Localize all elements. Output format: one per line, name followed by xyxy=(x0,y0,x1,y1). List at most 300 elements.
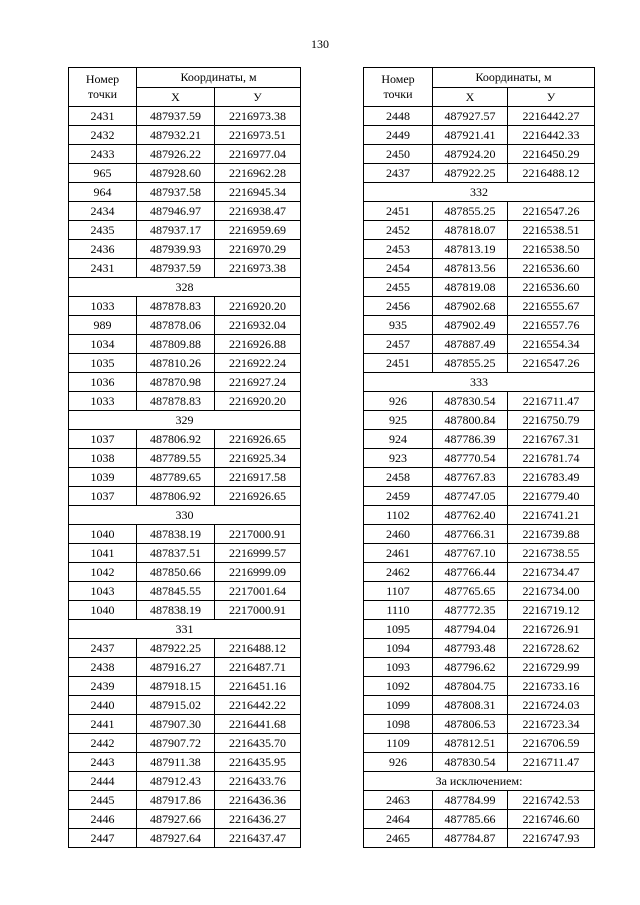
point-number-cell: 1093 xyxy=(364,658,433,677)
x-coordinate-cell: 487937.58 xyxy=(137,183,215,202)
point-number-cell: 1038 xyxy=(69,449,137,468)
point-number-cell: 1043 xyxy=(69,582,137,601)
header-y: У xyxy=(508,88,595,107)
x-coordinate-cell: 487810.26 xyxy=(137,354,215,373)
y-coordinate-cell: 2216767.31 xyxy=(508,430,595,449)
x-coordinate-cell: 487806.53 xyxy=(433,715,508,734)
y-coordinate-cell: 2216917.58 xyxy=(215,468,301,487)
point-number-cell: 2446 xyxy=(69,810,137,829)
point-number-cell: 2449 xyxy=(364,126,433,145)
y-coordinate-cell: 2216973.38 xyxy=(215,259,301,278)
table-row xyxy=(69,639,301,658)
point-number-cell: 1094 xyxy=(364,639,433,658)
point-number-cell: 924 xyxy=(364,430,433,449)
table-row xyxy=(364,639,595,658)
table-row xyxy=(364,335,595,354)
y-coordinate-cell: 2216711.47 xyxy=(508,392,595,411)
y-coordinate-cell: 2216747.93 xyxy=(508,829,595,848)
table-row xyxy=(364,506,595,525)
x-coordinate-cell: 487878.83 xyxy=(137,297,215,316)
table-row xyxy=(69,544,301,563)
y-coordinate-cell: 2216555.67 xyxy=(508,297,595,316)
section-row xyxy=(69,620,301,639)
x-coordinate-cell: 487915.02 xyxy=(137,696,215,715)
y-coordinate-cell: 2216441.68 xyxy=(215,715,301,734)
point-number-cell: 2456 xyxy=(364,297,433,316)
table-row xyxy=(69,658,301,677)
y-coordinate-cell: 2216723.34 xyxy=(508,715,595,734)
y-coordinate-cell: 2216938.47 xyxy=(215,202,301,221)
y-coordinate-cell: 2217000.91 xyxy=(215,525,301,544)
x-coordinate-cell: 487747.05 xyxy=(433,487,508,506)
point-number-cell: 1098 xyxy=(364,715,433,734)
header-point-number xyxy=(364,68,433,107)
point-number-cell: 1035 xyxy=(69,354,137,373)
x-coordinate-cell: 487922.25 xyxy=(137,639,215,658)
y-coordinate-cell: 2216973.38 xyxy=(215,107,301,126)
table-row xyxy=(69,449,301,468)
point-number-cell: 2438 xyxy=(69,658,137,677)
table-body-right xyxy=(364,107,595,848)
table-row xyxy=(69,202,301,221)
table-row xyxy=(69,563,301,582)
point-number-cell: 935 xyxy=(364,316,433,335)
table-row xyxy=(364,715,595,734)
table-row xyxy=(364,582,595,601)
x-coordinate-cell: 487855.25 xyxy=(433,202,508,221)
table-row xyxy=(364,221,595,240)
y-coordinate-cell: 2216435.70 xyxy=(215,734,301,753)
y-coordinate-cell: 2216442.27 xyxy=(508,107,595,126)
x-coordinate-cell: 487902.68 xyxy=(433,297,508,316)
table-row xyxy=(69,582,301,601)
x-coordinate-cell: 487793.48 xyxy=(433,639,508,658)
point-number-cell: 1039 xyxy=(69,468,137,487)
table-row xyxy=(364,658,595,677)
y-coordinate-cell: 2216926.65 xyxy=(215,430,301,449)
x-coordinate-cell: 487946.97 xyxy=(137,202,215,221)
header-point-label: Номер точки xyxy=(381,72,415,101)
point-number-cell: 925 xyxy=(364,411,433,430)
point-number-cell: 1033 xyxy=(69,297,137,316)
x-coordinate-cell: 487916.27 xyxy=(137,658,215,677)
x-coordinate-cell: 487878.83 xyxy=(137,392,215,411)
table-row xyxy=(69,772,301,791)
x-coordinate-cell: 487937.17 xyxy=(137,221,215,240)
point-number-cell: 2439 xyxy=(69,677,137,696)
table-row xyxy=(69,335,301,354)
x-coordinate-cell: 487800.84 xyxy=(433,411,508,430)
y-coordinate-cell: 2216538.50 xyxy=(508,240,595,259)
point-number-cell: 2448 xyxy=(364,107,433,126)
y-coordinate-cell: 2216999.09 xyxy=(215,563,301,582)
table-row xyxy=(69,145,301,164)
x-coordinate-cell: 487924.20 xyxy=(433,145,508,164)
y-coordinate-cell: 2216433.76 xyxy=(215,772,301,791)
point-number-cell: 1034 xyxy=(69,335,137,354)
x-coordinate-cell: 487813.19 xyxy=(433,240,508,259)
table-row xyxy=(69,183,301,202)
point-number-cell: 1040 xyxy=(69,525,137,544)
y-coordinate-cell: 2216734.00 xyxy=(508,582,595,601)
y-coordinate-cell: 2216922.24 xyxy=(215,354,301,373)
table-row xyxy=(69,487,301,506)
x-coordinate-cell: 487786.39 xyxy=(433,430,508,449)
point-number-cell: 1095 xyxy=(364,620,433,639)
table-row xyxy=(364,525,595,544)
point-number-cell: 2445 xyxy=(69,791,137,810)
y-coordinate-cell: 2216536.60 xyxy=(508,278,595,297)
point-number-cell: 2436 xyxy=(69,240,137,259)
x-coordinate-cell: 487762.40 xyxy=(433,506,508,525)
point-number-cell: 1042 xyxy=(69,563,137,582)
point-number-cell: 926 xyxy=(364,392,433,411)
x-coordinate-cell: 487766.31 xyxy=(433,525,508,544)
y-coordinate-cell: 2216487.71 xyxy=(215,658,301,677)
point-number-cell: 1099 xyxy=(364,696,433,715)
y-coordinate-cell: 2217000.91 xyxy=(215,601,301,620)
table-row xyxy=(364,316,595,335)
x-coordinate-cell: 487870.98 xyxy=(137,373,215,392)
y-coordinate-cell: 2216925.34 xyxy=(215,449,301,468)
x-coordinate-cell: 487789.65 xyxy=(137,468,215,487)
x-coordinate-cell: 487850.66 xyxy=(137,563,215,582)
y-coordinate-cell: 2216488.12 xyxy=(215,639,301,658)
x-coordinate-cell: 487812.51 xyxy=(433,734,508,753)
table-row xyxy=(364,544,595,563)
point-number-cell: 2431 xyxy=(69,259,137,278)
x-coordinate-cell: 487789.55 xyxy=(137,449,215,468)
y-coordinate-cell: 2216781.74 xyxy=(508,449,595,468)
table-row xyxy=(364,487,595,506)
y-coordinate-cell: 2216926.65 xyxy=(215,487,301,506)
coordinates-table-right xyxy=(363,67,595,848)
x-coordinate-cell: 487784.99 xyxy=(433,791,508,810)
table-row xyxy=(69,240,301,259)
table-row xyxy=(69,392,301,411)
table-row xyxy=(364,411,595,430)
table-row xyxy=(69,601,301,620)
y-coordinate-cell: 2216926.88 xyxy=(215,335,301,354)
x-coordinate-cell: 487878.06 xyxy=(137,316,215,335)
y-coordinate-cell: 2216536.60 xyxy=(508,259,595,278)
table-row xyxy=(69,525,301,544)
point-number-cell: 1110 xyxy=(364,601,433,620)
x-coordinate-cell: 487887.49 xyxy=(433,335,508,354)
section-row xyxy=(69,278,301,297)
x-coordinate-cell: 487830.54 xyxy=(433,392,508,411)
section-label: 332 xyxy=(364,183,595,202)
x-coordinate-cell: 487917.86 xyxy=(137,791,215,810)
header-point-number xyxy=(69,68,137,107)
point-number-cell: 2462 xyxy=(364,563,433,582)
table-row xyxy=(364,696,595,715)
x-coordinate-cell: 487937.59 xyxy=(137,107,215,126)
point-number-cell: 989 xyxy=(69,316,137,335)
y-coordinate-cell: 2216741.21 xyxy=(508,506,595,525)
y-coordinate-cell: 2216750.79 xyxy=(508,411,595,430)
point-number-cell: 2461 xyxy=(364,544,433,563)
x-coordinate-cell: 487907.72 xyxy=(137,734,215,753)
y-coordinate-cell: 2216959.69 xyxy=(215,221,301,240)
table-row xyxy=(364,126,595,145)
x-coordinate-cell: 487830.54 xyxy=(433,753,508,772)
point-number-cell: 1092 xyxy=(364,677,433,696)
section-label: За исключением: xyxy=(364,772,595,791)
section-label: 329 xyxy=(69,411,301,430)
table-row xyxy=(69,696,301,715)
point-number-cell: 2444 xyxy=(69,772,137,791)
point-number-cell: 1037 xyxy=(69,430,137,449)
y-coordinate-cell: 2216488.12 xyxy=(508,164,595,183)
x-coordinate-cell: 487806.92 xyxy=(137,487,215,506)
point-number-cell: 964 xyxy=(69,183,137,202)
x-coordinate-cell: 487767.10 xyxy=(433,544,508,563)
y-coordinate-cell: 2216436.27 xyxy=(215,810,301,829)
y-coordinate-cell: 2216970.29 xyxy=(215,240,301,259)
y-coordinate-cell: 2216557.76 xyxy=(508,316,595,335)
x-coordinate-cell: 487928.60 xyxy=(137,164,215,183)
point-number-cell: 2464 xyxy=(364,810,433,829)
x-coordinate-cell: 487818.07 xyxy=(433,221,508,240)
section-label: 333 xyxy=(364,373,595,392)
section-label: 328 xyxy=(69,278,301,297)
x-coordinate-cell: 487845.55 xyxy=(137,582,215,601)
point-number-cell: 2434 xyxy=(69,202,137,221)
y-coordinate-cell: 2216779.40 xyxy=(508,487,595,506)
point-number-cell: 2437 xyxy=(364,164,433,183)
section-row xyxy=(364,183,595,202)
table-row xyxy=(69,734,301,753)
x-coordinate-cell: 487907.30 xyxy=(137,715,215,734)
point-number-cell: 1040 xyxy=(69,601,137,620)
y-coordinate-cell: 2216719.12 xyxy=(508,601,595,620)
table-row xyxy=(69,221,301,240)
y-coordinate-cell: 2216734.47 xyxy=(508,563,595,582)
y-coordinate-cell: 2216962.28 xyxy=(215,164,301,183)
point-number-cell: 1036 xyxy=(69,373,137,392)
y-coordinate-cell: 2216742.53 xyxy=(508,791,595,810)
point-number-cell: 2443 xyxy=(69,753,137,772)
x-coordinate-cell: 487766.44 xyxy=(433,563,508,582)
header-y: У xyxy=(215,88,301,107)
y-coordinate-cell: 2216739.88 xyxy=(508,525,595,544)
table-row xyxy=(69,354,301,373)
table-row xyxy=(364,278,595,297)
y-coordinate-cell: 2217001.64 xyxy=(215,582,301,601)
y-coordinate-cell: 2216724.03 xyxy=(508,696,595,715)
y-coordinate-cell: 2216547.26 xyxy=(508,354,595,373)
point-number-cell: 965 xyxy=(69,164,137,183)
table-row xyxy=(364,354,595,373)
point-number-cell: 1102 xyxy=(364,506,433,525)
x-coordinate-cell: 487918.15 xyxy=(137,677,215,696)
x-coordinate-cell: 487785.66 xyxy=(433,810,508,829)
y-coordinate-cell: 2216746.60 xyxy=(508,810,595,829)
point-number-cell: 2450 xyxy=(364,145,433,164)
y-coordinate-cell: 2216932.04 xyxy=(215,316,301,335)
point-number-cell: 2433 xyxy=(69,145,137,164)
table-row xyxy=(364,791,595,810)
point-number-cell: 2437 xyxy=(69,639,137,658)
point-number-cell: 926 xyxy=(364,753,433,772)
table-row xyxy=(69,297,301,316)
x-coordinate-cell: 487921.41 xyxy=(433,126,508,145)
y-coordinate-cell: 2216920.20 xyxy=(215,297,301,316)
point-number-cell: 2454 xyxy=(364,259,433,278)
x-coordinate-cell: 487926.22 xyxy=(137,145,215,164)
table-row xyxy=(69,259,301,278)
y-coordinate-cell: 2216436.36 xyxy=(215,791,301,810)
y-coordinate-cell: 2216733.16 xyxy=(508,677,595,696)
table-row xyxy=(69,468,301,487)
table-row xyxy=(364,468,595,487)
point-number-cell: 2451 xyxy=(364,202,433,221)
x-coordinate-cell: 487796.62 xyxy=(433,658,508,677)
table-row xyxy=(364,145,595,164)
header-x: X xyxy=(137,88,215,107)
section-row xyxy=(69,411,301,430)
table-row xyxy=(364,449,595,468)
x-coordinate-cell: 487838.19 xyxy=(137,601,215,620)
section-row xyxy=(69,506,301,525)
point-number-cell: 1109 xyxy=(364,734,433,753)
x-coordinate-cell: 487813.56 xyxy=(433,259,508,278)
y-coordinate-cell: 2216999.57 xyxy=(215,544,301,563)
point-number-cell: 2441 xyxy=(69,715,137,734)
point-number-cell: 1033 xyxy=(69,392,137,411)
point-number-cell: 2442 xyxy=(69,734,137,753)
x-coordinate-cell: 487922.25 xyxy=(433,164,508,183)
x-coordinate-cell: 487902.49 xyxy=(433,316,508,335)
point-number-cell: 2432 xyxy=(69,126,137,145)
point-number-cell: 2463 xyxy=(364,791,433,810)
header-coordinates: Координаты, м xyxy=(137,68,301,88)
section-row xyxy=(364,373,595,392)
table-row xyxy=(69,316,301,335)
x-coordinate-cell: 487770.54 xyxy=(433,449,508,468)
y-coordinate-cell: 2216945.34 xyxy=(215,183,301,202)
point-number-cell: 923 xyxy=(364,449,433,468)
x-coordinate-cell: 487939.93 xyxy=(137,240,215,259)
x-coordinate-cell: 487794.04 xyxy=(433,620,508,639)
point-number-cell: 2460 xyxy=(364,525,433,544)
y-coordinate-cell: 2216435.95 xyxy=(215,753,301,772)
table-row xyxy=(364,164,595,183)
table-row xyxy=(364,810,595,829)
x-coordinate-cell: 487837.51 xyxy=(137,544,215,563)
point-number-cell: 1041 xyxy=(69,544,137,563)
table-row xyxy=(364,734,595,753)
y-coordinate-cell: 2216783.49 xyxy=(508,468,595,487)
point-number-cell: 2458 xyxy=(364,468,433,487)
y-coordinate-cell: 2216920.20 xyxy=(215,392,301,411)
table-row xyxy=(364,107,595,126)
table-row xyxy=(364,240,595,259)
x-coordinate-cell: 487838.19 xyxy=(137,525,215,544)
y-coordinate-cell: 2216451.16 xyxy=(215,677,301,696)
point-number-cell: 2440 xyxy=(69,696,137,715)
table-row xyxy=(69,829,301,848)
y-coordinate-cell: 2216442.33 xyxy=(508,126,595,145)
x-coordinate-cell: 487772.35 xyxy=(433,601,508,620)
y-coordinate-cell: 2216538.51 xyxy=(508,221,595,240)
table-row xyxy=(364,601,595,620)
point-number-cell: 2455 xyxy=(364,278,433,297)
point-number-cell: 2447 xyxy=(69,829,137,848)
point-number-cell: 2459 xyxy=(364,487,433,506)
y-coordinate-cell: 2216450.29 xyxy=(508,145,595,164)
header-coordinates: Координаты, м xyxy=(433,68,595,88)
table-row xyxy=(364,829,595,848)
table-row xyxy=(364,297,595,316)
header-x: X xyxy=(433,88,508,107)
table-row xyxy=(364,563,595,582)
header-point-label: Номер точки xyxy=(85,72,120,101)
page-number: 130 xyxy=(311,37,329,51)
table-row xyxy=(69,126,301,145)
table-row xyxy=(364,259,595,278)
point-number-cell: 2465 xyxy=(364,829,433,848)
table-row xyxy=(364,677,595,696)
point-number-cell: 2452 xyxy=(364,221,433,240)
y-coordinate-cell: 2216726.91 xyxy=(508,620,595,639)
y-coordinate-cell: 2216738.55 xyxy=(508,544,595,563)
table-row xyxy=(364,202,595,221)
x-coordinate-cell: 487819.08 xyxy=(433,278,508,297)
y-coordinate-cell: 2216706.59 xyxy=(508,734,595,753)
table-row xyxy=(364,392,595,411)
section-label: 330 xyxy=(69,506,301,525)
x-coordinate-cell: 487912.43 xyxy=(137,772,215,791)
x-coordinate-cell: 487911.38 xyxy=(137,753,215,772)
table-row xyxy=(69,373,301,392)
y-coordinate-cell: 2216554.34 xyxy=(508,335,595,354)
x-coordinate-cell: 487804.75 xyxy=(433,677,508,696)
coordinates-table-left xyxy=(68,67,301,848)
table-row xyxy=(69,715,301,734)
table-row xyxy=(364,620,595,639)
table-row xyxy=(69,164,301,183)
y-coordinate-cell: 2216442.22 xyxy=(215,696,301,715)
x-coordinate-cell: 487806.92 xyxy=(137,430,215,449)
point-number-cell: 2451 xyxy=(364,354,433,373)
table-row xyxy=(69,810,301,829)
table-row xyxy=(69,753,301,772)
point-number-cell: 2457 xyxy=(364,335,433,354)
y-coordinate-cell: 2216729.99 xyxy=(508,658,595,677)
y-coordinate-cell: 2216977.04 xyxy=(215,145,301,164)
y-coordinate-cell: 2216437.47 xyxy=(215,829,301,848)
table-row xyxy=(364,430,595,449)
x-coordinate-cell: 487927.64 xyxy=(137,829,215,848)
y-coordinate-cell: 2216711.47 xyxy=(508,753,595,772)
table-row xyxy=(69,677,301,696)
x-coordinate-cell: 487937.59 xyxy=(137,259,215,278)
x-coordinate-cell: 487765.65 xyxy=(433,582,508,601)
section-label: 331 xyxy=(69,620,301,639)
section-row xyxy=(364,772,595,791)
point-number-cell: 2431 xyxy=(69,107,137,126)
x-coordinate-cell: 487855.25 xyxy=(433,354,508,373)
table-row xyxy=(364,753,595,772)
table-row xyxy=(69,107,301,126)
x-coordinate-cell: 487809.88 xyxy=(137,335,215,354)
y-coordinate-cell: 2216973.51 xyxy=(215,126,301,145)
y-coordinate-cell: 2216927.24 xyxy=(215,373,301,392)
x-coordinate-cell: 487808.31 xyxy=(433,696,508,715)
x-coordinate-cell: 487927.57 xyxy=(433,107,508,126)
